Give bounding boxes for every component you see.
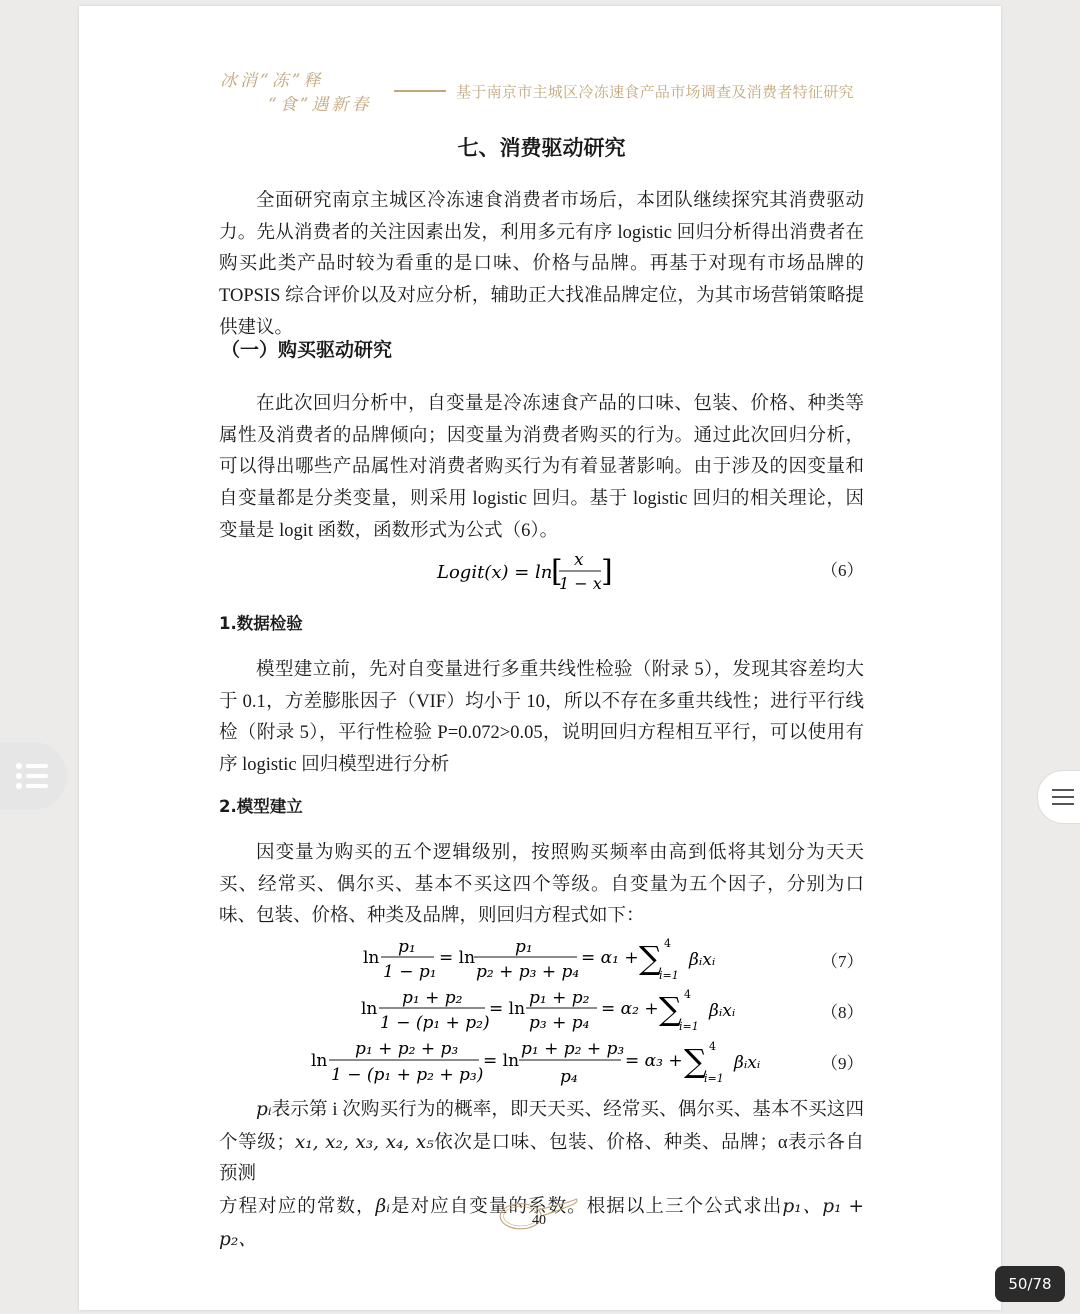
regression-paragraph — [219, 389, 864, 548]
svg-text:[: [ — [551, 554, 563, 589]
page-number: 40 — [532, 1213, 546, 1228]
equation-8 — [359, 982, 759, 1036]
svg-text:4: 4 — [709, 1040, 716, 1053]
header-title: 基于南京市主城区冷冻速食产品市场调查及消费者特征研究 — [456, 85, 854, 101]
header-logo — [220, 66, 400, 118]
svg-text:p₁: p₁ — [515, 937, 533, 957]
svg-text:= α₃ +: = α₃ + — [625, 1051, 683, 1071]
svg-text:ln: ln — [311, 1051, 328, 1071]
const-description: 方程对应的常数， — [219, 1197, 376, 1218]
document-page — [79, 6, 1001, 1310]
equation-8-number: （8） — [821, 1003, 864, 1022]
equation-9-number: （9） — [821, 1054, 864, 1073]
svg-text:4: 4 — [684, 988, 691, 1001]
header-divider — [394, 90, 446, 92]
svg-text:p₃ + p₄: p₃ + p₄ — [529, 1013, 590, 1033]
variables-paragraph: pᵢ表示第 i 次购买行为的概率，即天天买、经常买、偶尔买、基本不买这四个等级；x₁, x₂, x₃, x₄, x₅依次是口味、包装、价格、种类、品牌；α表示各自预测 方程对应的常数，βᵢ是对应自变量的系数。根据以上三个公式求出p₁、p₁ + p₂、 — [219, 1099, 864, 1250]
equation-7-number: （7） — [821, 952, 864, 971]
intro-text: 全面研究南京主城区冷冻速食消费者市场后，本团队继续探究其消费驱动力。先从消费者的关注因素出发，利用多元有序 logistic 回归分析得出消费者在购买此类产品时较为看重的是口味、价格与品牌。再基于对现有市场品牌的 TOPSIS 综合评价以及对应分析，辅助正大找准品牌定位，为其市场营销策略提供建议。 — [219, 191, 864, 338]
svg-text:∑: ∑ — [639, 939, 662, 977]
svg-text:= α₁ +: = α₁ + — [581, 948, 639, 968]
svg-text:i=1: i=1 — [704, 1072, 724, 1085]
page-counter: 50/78 — [995, 1266, 1065, 1302]
svg-text:= ln: = ln — [489, 999, 526, 1019]
svg-text:βᵢxᵢ: βᵢxᵢ — [734, 1053, 761, 1073]
equation-9 — [309, 1032, 769, 1088]
model-text: 因变量为购买的五个逻辑级别，按照购买频率由高到低将其划分为天天买、经常买、偶尔买、基本不买这四个等级。自变量为五个因子，分别为口味、包装、价格、种类及品牌，则回归方程式如下： — [219, 843, 864, 927]
svg-text:]: ] — [601, 554, 613, 589]
svg-text:p₄: p₄ — [560, 1067, 578, 1087]
intro-paragraph — [219, 186, 864, 345]
svg-text:= ln: = ln — [483, 1051, 520, 1071]
menu-button[interactable] — [1037, 770, 1080, 824]
p-i-description: 表示第 i 次购买行为的概率，即天天买、经常买、偶尔买、基本不买这四个等级； — [219, 1100, 864, 1153]
svg-text:i=1: i=1 — [659, 969, 679, 982]
svg-text:∑: ∑ — [684, 1042, 707, 1080]
svg-text:1 − p₁: 1 − p₁ — [383, 962, 437, 982]
svg-text:p₁ + p₂: p₁ + p₂ — [529, 988, 590, 1008]
svg-text:ln: ln — [361, 999, 378, 1019]
svg-text:p₁: p₁ — [398, 937, 416, 957]
equation-6-number: （6） — [821, 561, 864, 580]
svg-text:βᵢxᵢ: βᵢxᵢ — [709, 1001, 736, 1021]
hamburger-icon — [1052, 788, 1074, 806]
svg-text:∑: ∑ — [659, 990, 682, 1028]
svg-text:p₁ + p₂ + p₃: p₁ + p₂ + p₃ — [355, 1039, 459, 1059]
section-title: 七、消费驱动研究 — [457, 136, 626, 160]
svg-text:p₁ + p₂ + p₃: p₁ + p₂ + p₃ — [521, 1039, 625, 1059]
svg-text:x: x — [574, 550, 584, 570]
svg-text:= ln: = ln — [439, 948, 476, 968]
model-heading: 2.模型建立 — [219, 797, 303, 816]
equation-6 — [419, 541, 619, 597]
svg-text:p₁ + p₂: p₁ + p₂ — [402, 988, 463, 1008]
subsection-title: （一）购买驱动研究 — [221, 339, 393, 361]
svg-text:p₂ + p₃ + p₄: p₂ + p₃ + p₄ — [476, 962, 580, 982]
regression-text: 在此次回归分析中，自变量是冷冻速食产品的口味、包装、价格、种类等属性及消费者的品牌倾向；因变量为消费者购买的行为。通过此次回归分析，可以得出哪些产品属性对消费者购买行为有着显著影响。由于涉及的因变量和自变量都是分类变量，则采用 logistic 回归。基于 logistic 回归的相关理论，因变量是 logit 函数，函数形式为公式（6）。 — [219, 394, 864, 541]
x-description: 依次是口味、包装、价格、种类、品牌；α表示各自预测 — [219, 1132, 864, 1185]
svg-text:Logit(x) = ln: Logit(x) = ln — [437, 562, 553, 583]
model-paragraph — [219, 838, 864, 933]
logo-line-1: 冰消“冻”释 — [220, 71, 324, 91]
beta-description: 是对应自变量的系数。根据以上三个公式求出 — [389, 1197, 783, 1218]
svg-text:1 − (p₁ + p₂ + p₃): 1 − (p₁ + p₂ + p₃) — [331, 1065, 484, 1085]
svg-text:i=1: i=1 — [679, 1020, 699, 1033]
svg-text:= α₂ +: = α₂ + — [601, 999, 659, 1019]
data-check-paragraph — [219, 655, 864, 782]
data-check-heading: 1.数据检验 — [219, 614, 303, 633]
data-check-text: 模型建立前，先对自变量进行多重共线性检验（附录 5），发现其容差均大于 0.1，方差膨胀因子（VIF）均小于 10，所以不存在多重共线性；进行平行线检（附录 5），平行性检验 P=0.072>0.05，说明回归方程相互平行，可以使用有序 logistic 回归模型进行分析 — [219, 660, 864, 776]
svg-text:4: 4 — [664, 937, 671, 950]
svg-text:βᵢxᵢ: βᵢxᵢ — [689, 950, 716, 970]
table-of-contents-button[interactable] — [0, 742, 67, 810]
equation-7 — [359, 931, 759, 985]
svg-text:ln: ln — [363, 948, 380, 968]
logo-line-2: “食”遇新春 — [268, 95, 372, 115]
list-icon — [15, 762, 49, 790]
svg-text:1 − x: 1 − x — [559, 574, 602, 593]
svg-text:1 − (p₁ + p₂): 1 − (p₁ + p₂) — [380, 1013, 490, 1033]
